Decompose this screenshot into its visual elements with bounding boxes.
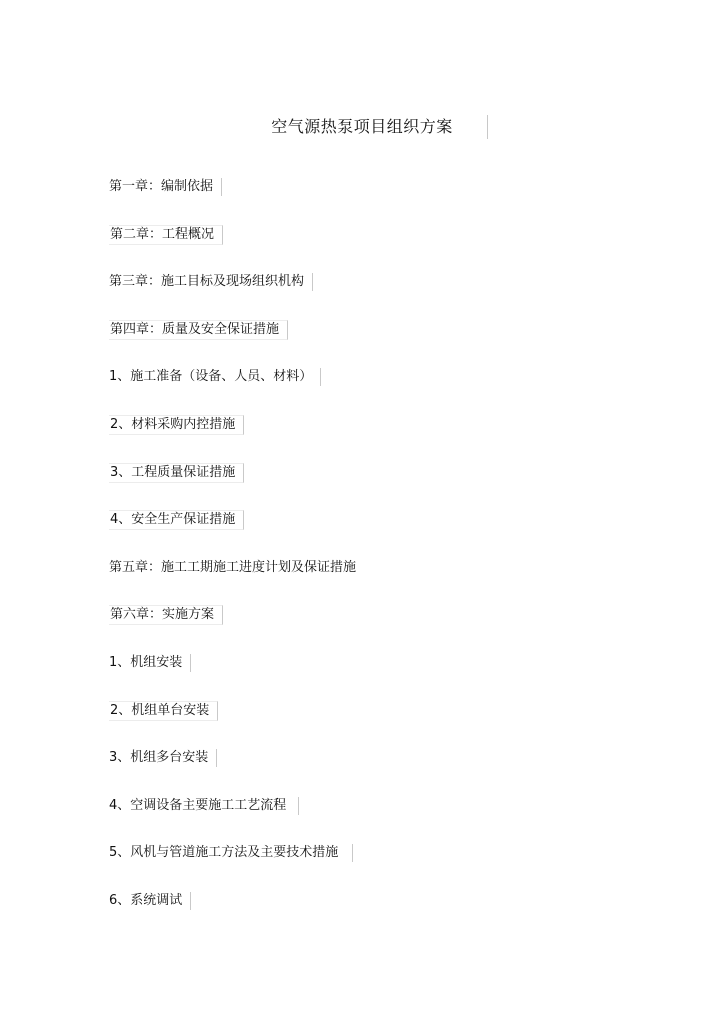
toc-entry-text: 1、机组安装 — [109, 654, 191, 672]
toc-item-section-6-3 — [109, 746, 364, 794]
toc-entry-text: 3、工程质量保证措施 — [109, 463, 244, 483]
toc-item-section-4-3 — [109, 461, 364, 509]
toc-entry-text: 2、材料采购内控措施 — [109, 415, 244, 435]
toc-entry-text: 第二章：工程概况 — [109, 225, 223, 245]
toc-item-section-6-1 — [109, 651, 364, 699]
toc-item-chapter-2 — [109, 223, 364, 271]
toc-entry-text: 第三章：施工目标及现场组织机构 — [109, 273, 313, 291]
document-title: 空气源热泵项目组织方案 — [271, 117, 453, 136]
toc-item-section-6-5 — [109, 841, 364, 889]
toc-item-section-4-4 — [109, 508, 364, 556]
toc-item-chapter-5 — [109, 556, 364, 604]
toc-item-chapter-6 — [109, 603, 364, 651]
toc-entry-text: 3、机组多台安装 — [109, 749, 217, 767]
toc-item-section-4-2 — [109, 413, 364, 461]
toc-entry-text: 第六章：实施方案 — [109, 605, 223, 625]
toc-entry-text: 1、施工准备（设备、人员、材料） — [109, 368, 321, 386]
toc-item-chapter-1 — [109, 175, 364, 223]
toc-item-chapter-3 — [109, 270, 364, 318]
toc-entry-text: 4、安全生产保证措施 — [109, 510, 244, 530]
toc-item-section-4-1 — [109, 365, 364, 413]
toc-item-section-6-4 — [109, 794, 364, 842]
toc-entry-text: 6、系统调试 — [109, 892, 191, 910]
toc-item-section-6-2 — [109, 699, 364, 747]
title-divider — [487, 115, 488, 139]
toc-item-section-6-6 — [109, 889, 364, 937]
toc-entry-text: 2、机组单台安装 — [109, 701, 218, 721]
toc-item-chapter-4 — [109, 318, 364, 366]
toc-entry-text: 第一章：编制依据 — [109, 178, 222, 196]
toc-entry-text: 第四章：质量及安全保证措施 — [109, 320, 288, 340]
toc-entry-text: 4、空调设备主要施工工艺流程 — [109, 797, 299, 815]
toc-entry-text: 5、风机与管道施工方法及主要技术措施 — [109, 844, 353, 862]
table-of-contents — [109, 175, 364, 937]
toc-entry-text: 第五章：施工工期施工进度计划及保证措施 — [109, 559, 357, 575]
